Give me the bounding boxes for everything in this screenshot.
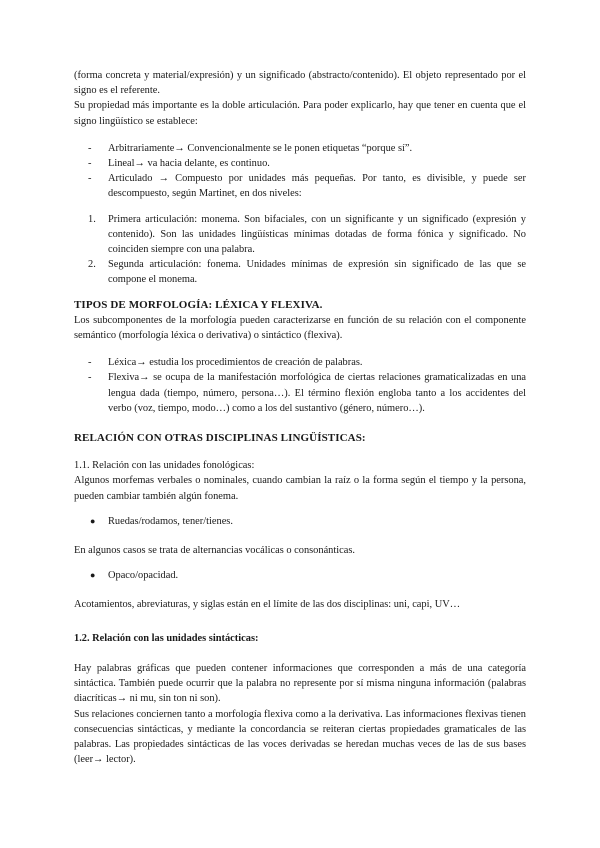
fonologicas-paragraph: Algunos morfemas verbales o nominales, cuando cambian la raíz o la forma según el tiempo y la persona, pueden cambiar también algún fonema.: [74, 475, 526, 502]
sintacticas-paragraph-1: Hay palabras gráficas que pueden contener informaciones que corresponden a más de una categoría sintáctica. También puede ocurrir que la palabra no represente por sí misma ninguna información (palabras diacríticas→ ni mu, sin ton ni son).: [74, 662, 526, 705]
tipos-list: [74, 355, 526, 416]
page-content: [74, 68, 526, 767]
list-item: 1. Primera articulación: monema. Son bifaciales, con un significante y un significado (expresión y contenido). Son las unidades lingüísticas mínimas dotadas de forma fónica y significado. No coinciden siempre con una palabra.: [88, 213, 526, 256]
dash-marker: -: [88, 357, 92, 369]
section-title-relacion: RELACIÓN CON OTRAS DISCIPLINAS LINGÜÍSTICAS:: [74, 432, 366, 445]
example-list-2: [74, 568, 526, 583]
intro-paragraph-2: Su propiedad más importante es la doble articulación. Para poder explicarlo, hay que tener en cuenta que el signo lingüístico se establece:: [74, 100, 526, 127]
sign-properties-list: [74, 141, 526, 202]
subsection-heading-sintacticas: 1.2. Relación con las unidades sintácticas:: [74, 632, 259, 644]
list-item: - Flexiva→ se ocupa de la manifestación morfológica de ciertas relaciones gramaticalizadas en una lengua dada (tiempo, número, persona…). El término flexión engloba tanto a los accidentes del verbo (voz, tiempo, modo…) como a los del sustantivo (género, número…).: [88, 372, 526, 414]
bullet-marker: ●: [90, 515, 96, 526]
list-item: - Arbitrariamente→ Convencionalmente se le ponen etiquetas “porque sí”.: [74, 141, 526, 156]
dash-marker: -: [88, 372, 92, 384]
dash-marker: -: [88, 142, 92, 154]
list-item: ● Opaco/opacidad.: [74, 568, 526, 583]
example-list-1: [74, 514, 526, 529]
articulation-list: [74, 212, 526, 288]
acotamientos-paragraph: Acotamientos, abreviaturas, y siglas están en el límite de las dos disciplinas: uni, capi, UV…: [74, 599, 461, 611]
list-item: ● Ruedas/rodamos, tener/tienes.: [74, 514, 526, 529]
dash-marker: -: [88, 158, 92, 170]
tipos-paragraph: Los subcomponentes de la morfología pueden caracterizarse en función de su relación con el componente semántico (morfología léxica o derivativa) o sintáctico (flexiva).: [74, 314, 526, 342]
list-item: - Léxica→ estudia los procedimientos de creación de palabras.: [74, 355, 526, 370]
sintacticas-paragraph-2: Sus relaciones conciernen tanto a morfología flexiva como a la derivativa. Las informaciones flexivas tienen consecuencias sintácticas, y mediante la concordancia se reiteran ciertas propiedades gramaticales de las palabras. Las propiedades sintácticas de las voces derivadas se heredan muchas veces de las de sus bases (leer→ lector).: [74, 708, 526, 766]
list-item: - Lineal→ va hacia delante, es continuo.: [74, 156, 526, 171]
bullet-marker: ●: [90, 570, 96, 581]
number-marker: 1.: [88, 213, 96, 225]
list-item: 2. Segunda articulación: fonema. Unidades mínimas de expresión sin significado de las que se compone el monema.: [88, 259, 526, 286]
list-item: - Articulado → Compuesto por unidades más pequeñas. Por tanto, es divisible, y puede ser descompuesto, según Martinet, en dos niveles:: [88, 173, 526, 200]
number-marker: 2.: [88, 259, 96, 271]
subsection-heading-fonologicas: 1.1. Relación con las unidades fonológicas:: [74, 460, 255, 472]
alternancias-paragraph: En algunos casos se trata de alternancias vocálicas o consonánticas.: [74, 545, 356, 557]
section-title-tipos: TIPOS DE MORFOLOGÍA: LÉXICA Y FLEXIVA.: [74, 298, 323, 311]
intro-paragraph-1: (forma concreta y material/expresión) y un significado (abstracto/contenido). El objeto representado por el signo es el referente.: [74, 70, 526, 97]
dash-marker: -: [88, 173, 92, 185]
